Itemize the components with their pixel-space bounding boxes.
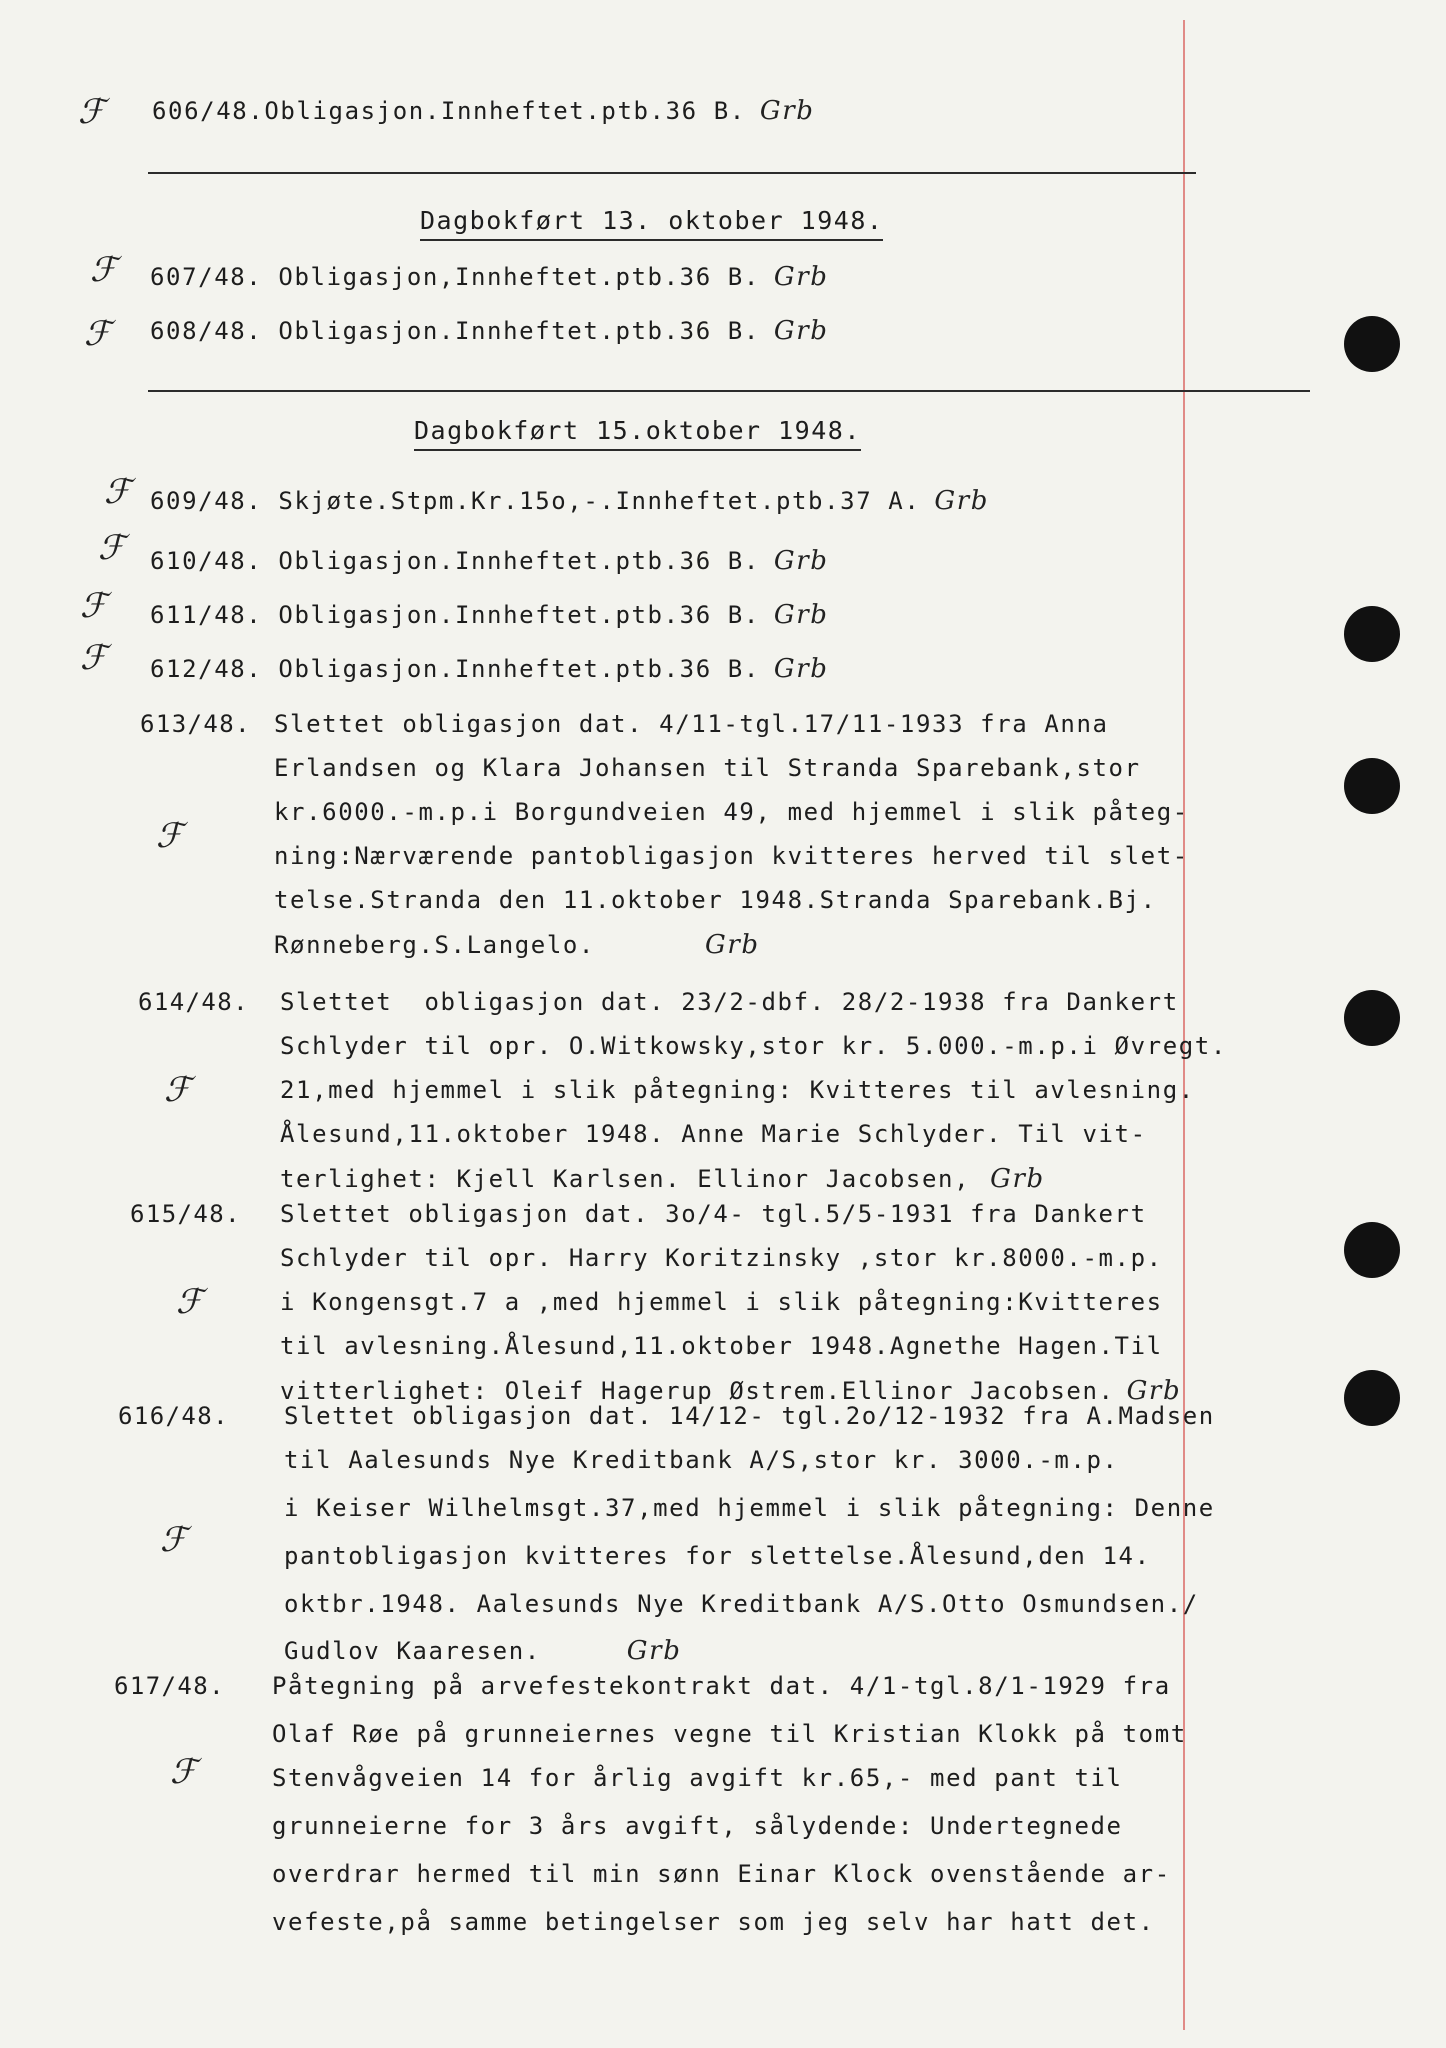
entry-text: Obligasjon.Innheftet.ptb.36 B. [278, 655, 760, 683]
entry-number: 615/48. [130, 1200, 241, 1228]
entry-line: Stenvågveien 14 for årlig avgift kr.65,- med pant til [272, 1764, 1123, 1792]
punch-hole [1344, 1222, 1400, 1278]
entry-line: Ålesund,11.oktober 1948. Anne Marie Schlyder. Til vit- [280, 1120, 1147, 1148]
punch-hole [1344, 316, 1400, 372]
entry-line [284, 1636, 681, 1666]
entry-line: til avlesning.Ålesund,11.oktober 1948.Agnethe Hagen.Til [280, 1332, 1163, 1360]
entry-608 [150, 316, 829, 346]
entry-text: Skjøte.Stpm.Kr.15o,-.Innheftet.ptb.37 A. [278, 487, 921, 515]
entry-number: 606/48. [152, 97, 265, 125]
entry-text: terlighet: Kjell Karlsen. Ellinor Jacobsen, [280, 1165, 971, 1193]
entry-line: ning:Nærværende pantobligasjon kvitteres herved til slet- [274, 842, 1189, 870]
entry-text: Obligasjon.Innheftet.ptb.36 B. [278, 547, 760, 575]
margin-check-mark: ℱ [176, 1282, 203, 1322]
entry-number: 607/48. [150, 263, 263, 291]
entry-line [274, 930, 760, 960]
entry-line: telse.Stranda den 11.oktober 1948.Stranda Sparebank.Bj. [274, 886, 1157, 914]
entry-number: 613/48. [140, 710, 251, 738]
entry-text: Rønneberg.S.Langelo. [274, 931, 595, 959]
entry-line: Olaf Røe på grunneiernes vegne til Kristian Klokk på tomt [272, 1720, 1187, 1748]
entry-line: vefeste,på samme betingelser som jeg selv har hatt det. [272, 1908, 1155, 1936]
initials-signature: Grb [626, 1636, 682, 1666]
margin-check-mark: ℱ [84, 314, 111, 354]
initials-signature: Grb [773, 316, 829, 346]
entry-line: overdrar hermed til min sønn Einar Klock ovenstående ar- [272, 1860, 1171, 1888]
entry-line: Erlandsen og Klara Johansen til Stranda Sparebank,stor [274, 754, 1141, 782]
entry-number: 608/48. [150, 317, 263, 345]
entry-line: 21,med hjemmel i slik påtegning: Kvitteres til avlesning. [280, 1076, 1195, 1104]
entry-text: Gudlov Kaaresen. [284, 1637, 541, 1665]
entry-612 [150, 654, 829, 684]
entry-text: Obligasjon.Innheftet.ptb.36 B. [278, 317, 760, 345]
initials-signature: Grb [773, 262, 829, 292]
punch-hole [1344, 1370, 1400, 1426]
entry-line: Påtegning på arvefestekontrakt dat. 4/1-tgl.8/1-1929 fra [272, 1672, 1171, 1700]
entry-line: kr.6000.-m.p.i Borgundveien 49, med hjemmel i slik påteg- [274, 798, 1189, 826]
entry-number: 616/48. [118, 1402, 229, 1430]
entry-610 [150, 546, 829, 576]
entry-text: vitterlighet: Oleif Hagerup Østrem.Ellinor Jacobsen. [280, 1377, 1115, 1405]
section-divider [148, 172, 1196, 174]
entry-line: grunneierne for 3 års avgift, sålydende: Undertegnede [272, 1812, 1123, 1840]
entry-number: 614/48. [138, 988, 249, 1016]
margin-check-mark: ℱ [164, 1070, 191, 1110]
entry-number: 612/48. [150, 655, 263, 683]
entry-line [280, 1164, 1045, 1194]
entry-number: 610/48. [150, 547, 263, 575]
punch-hole [1344, 758, 1400, 814]
entry-line: pantobligasjon kvitteres for slettelse.Ålesund,den 14. [284, 1542, 1151, 1570]
entry-number: 611/48. [150, 601, 263, 629]
entry-number: 617/48. [114, 1672, 225, 1700]
entry-line: Schlyder til opr. O.Witkowsky,stor kr. 5.000.-m.p.i Øvregt. [280, 1032, 1227, 1060]
entry-line: Slettet obligasjon dat. 23/2-dbf. 28/2-1938 fra Dankert [280, 988, 1179, 1016]
margin-check-mark: ℱ [80, 586, 107, 626]
margin-check-mark: ℱ [78, 92, 105, 132]
entry-606 [152, 96, 815, 126]
entry-text: Obligasjon.Innheftet.ptb.36 B. [278, 601, 760, 629]
entry-line: til Aalesunds Nye Kreditbank A/S,stor kr. 3000.-m.p. [284, 1446, 1119, 1474]
margin-check-mark: ℱ [170, 1752, 197, 1792]
entry-text: Obligasjon,Innheftet.ptb.36 B. [278, 263, 760, 291]
entry-line: Slettet obligasjon dat. 14/12- tgl.2o/12-1932 fra A.Madsen [284, 1402, 1215, 1430]
initials-signature: Grb [934, 486, 990, 516]
margin-check-mark: ℱ [160, 1520, 187, 1560]
punch-hole [1344, 990, 1400, 1046]
margin-check-mark: ℱ [156, 816, 183, 856]
initials-signature: Grb [773, 654, 829, 684]
entry-line: i Keiser Wilhelmsgt.37,med hjemmel i slik påtegning: Denne [284, 1494, 1215, 1522]
entry-line: Schlyder til opr. Harry Koritzinsky ,stor kr.8000.-m.p. [280, 1244, 1163, 1272]
section-divider [148, 390, 1310, 392]
initials-signature: Grb [990, 1164, 1045, 1194]
initials-signature: Grb [704, 930, 760, 960]
punch-hole [1344, 606, 1400, 662]
initials-signature: Grb [773, 546, 829, 576]
entry-607 [150, 262, 829, 292]
margin-check-mark: ℱ [104, 472, 131, 512]
entry-number: 609/48. [150, 487, 263, 515]
entry-line: Slettet obligasjon dat. 4/11-tgl.17/11-1933 fra Anna [274, 710, 1109, 738]
margin-check-mark: ℱ [90, 250, 117, 290]
section-heading: Dagbokført 13. oktober 1948. [420, 206, 883, 241]
entry-611 [150, 600, 829, 630]
initials-signature: Grb [773, 600, 829, 630]
initials-signature: Grb [1126, 1376, 1182, 1406]
margin-check-mark: ℱ [98, 528, 125, 568]
entry-line: Slettet obligasjon dat. 3o/4- tgl.5/5-1931 fra Dankert [280, 1200, 1147, 1228]
margin-check-mark: ℱ [80, 638, 107, 678]
entry-text: Obligasjon.Innheftet.ptb.36 B. [264, 97, 746, 125]
entry-609 [150, 486, 989, 516]
initials-signature: Grb [759, 96, 815, 126]
section-heading: Dagbokført 15.oktober 1948. [414, 416, 861, 451]
entry-line: i Kongensgt.7 a ,med hjemmel i slik påtegning:Kvitteres [280, 1288, 1163, 1316]
entry-line: oktbr.1948. Aalesunds Nye Kreditbank A/S.Otto Osmundsen./ [284, 1590, 1199, 1618]
